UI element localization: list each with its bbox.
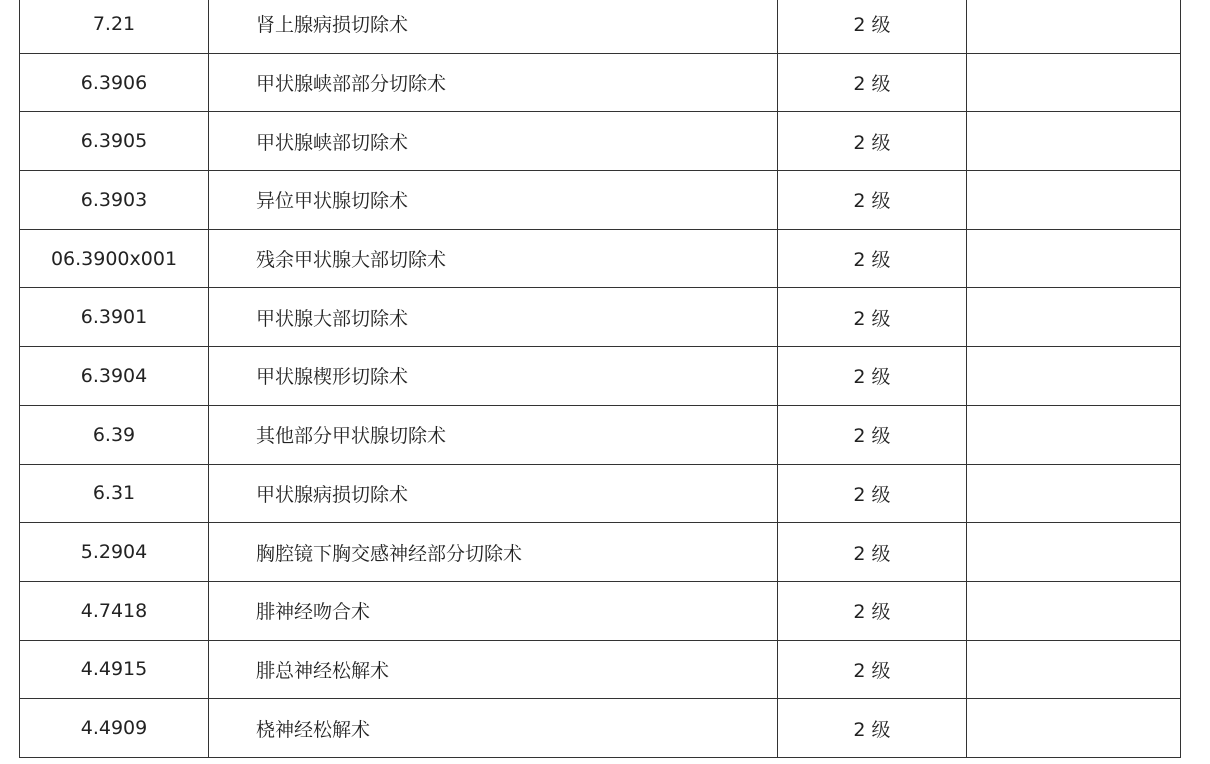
procedure-name-cell: 腓总神经松解术 [209,640,778,699]
procedure-code-cell: 7.21 [20,0,209,53]
procedure-code-cell: 6.31 [20,464,209,523]
procedure-code-cell: 6.3901 [20,288,209,347]
procedure-name-cell: 肾上腺病损切除术 [209,0,778,53]
table-row [20,288,1181,347]
table-row [20,0,1181,53]
procedure-level-cell: 2 级 [778,699,967,758]
procedure-note-cell [967,112,1181,171]
procedure-note-cell [967,405,1181,464]
procedure-name-cell: 甲状腺峡部切除术 [209,112,778,171]
table-row [20,53,1181,112]
table-row [20,171,1181,230]
procedure-code-cell: 5.2904 [20,523,209,582]
procedure-code-cell: 06.3900x001 [20,229,209,288]
procedure-code-cell: 6.39 [20,405,209,464]
procedure-code-cell: 6.3904 [20,347,209,406]
procedure-note-cell [967,288,1181,347]
procedure-name-cell: 腓神经吻合术 [209,581,778,640]
procedure-level-cell: 2 级 [778,288,967,347]
table-row [20,347,1181,406]
procedure-level-cell: 2 级 [778,112,967,171]
procedure-level-cell: 2 级 [778,581,967,640]
table-row [20,464,1181,523]
procedure-note-cell [967,229,1181,288]
procedure-note-cell [967,640,1181,699]
procedure-note-cell [967,171,1181,230]
procedure-name-cell: 胸腔镜下胸交感神经部分切除术 [209,523,778,582]
table-row [20,581,1181,640]
procedure-code-cell: 4.7418 [20,581,209,640]
procedure-note-cell [967,464,1181,523]
procedure-name-cell: 残余甲状腺大部切除术 [209,229,778,288]
procedure-note-cell [967,0,1181,53]
table-row [20,229,1181,288]
procedure-note-cell [967,347,1181,406]
procedure-name-cell: 桡神经松解术 [209,699,778,758]
procedure-code-cell: 6.3906 [20,53,209,112]
table-row [20,640,1181,699]
procedure-name-cell: 甲状腺峡部部分切除术 [209,53,778,112]
procedure-code-cell: 4.4909 [20,699,209,758]
procedure-note-cell [967,523,1181,582]
table-row [20,523,1181,582]
table-row [20,405,1181,464]
procedure-level-cell: 2 级 [778,405,967,464]
procedure-name-cell: 甲状腺病损切除术 [209,464,778,523]
procedure-level-cell: 2 级 [778,229,967,288]
table-row [20,699,1181,758]
procedure-level-cell: 2 级 [778,171,967,230]
procedure-name-cell: 甲状腺楔形切除术 [209,347,778,406]
procedure-code-cell: 6.3903 [20,171,209,230]
procedure-table [19,0,1181,758]
procedure-name-cell: 异位甲状腺切除术 [209,171,778,230]
procedure-name-cell: 甲状腺大部切除术 [209,288,778,347]
procedure-level-cell: 2 级 [778,0,967,53]
procedure-code-cell: 4.4915 [20,640,209,699]
procedure-note-cell [967,53,1181,112]
procedure-level-cell: 2 级 [778,640,967,699]
procedure-table-container [19,0,1181,758]
procedure-level-cell: 2 级 [778,523,967,582]
procedure-table-body [20,0,1181,757]
procedure-note-cell [967,581,1181,640]
table-row [20,112,1181,171]
procedure-name-cell: 其他部分甲状腺切除术 [209,405,778,464]
procedure-note-cell [967,699,1181,758]
procedure-level-cell: 2 级 [778,347,967,406]
procedure-code-cell: 6.3905 [20,112,209,171]
procedure-level-cell: 2 级 [778,464,967,523]
procedure-level-cell: 2 级 [778,53,967,112]
